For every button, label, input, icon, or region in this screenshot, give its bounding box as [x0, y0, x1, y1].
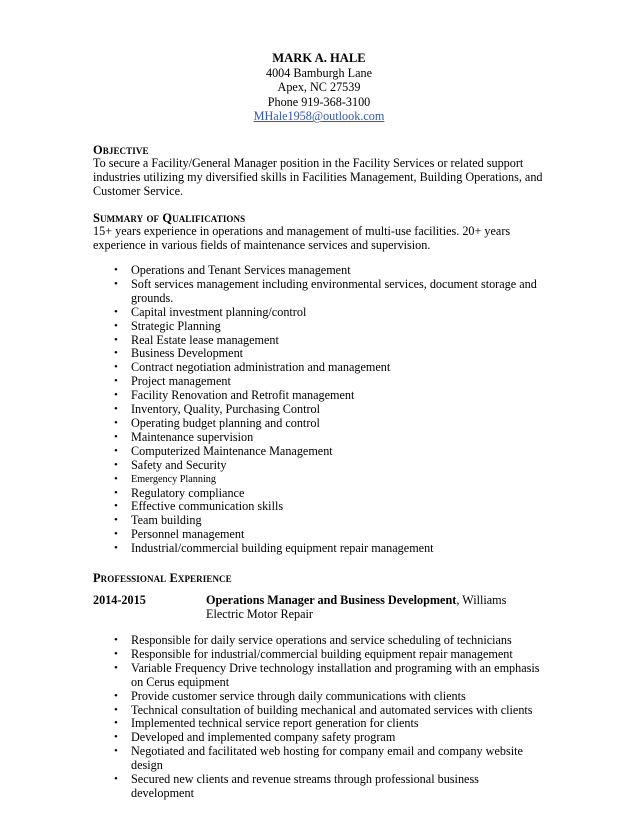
list-item: • Facility Renovation and Retrofit management: [93, 389, 543, 403]
job-company: , Williams Electric Motor Repair: [206, 593, 507, 621]
list-item: • Strategic Planning: [93, 320, 543, 334]
job-entry: [93, 594, 543, 622]
list-item: • Negotiated and facilitated web hosting for company email and company website design: [93, 745, 543, 773]
job-header: [93, 594, 543, 622]
list-item: • Implemented technical service report generation for clients: [93, 717, 543, 731]
job-duties-section: [93, 634, 543, 801]
list-item: • Responsible for daily service operations and service scheduling of technicians: [93, 634, 543, 648]
list-item: • Operating budget planning and control: [93, 417, 543, 431]
objective-text: To secure a Facility/General Manager position in the Facility Services or related support industries utilizing my diversified skills in Facilities Management, Building Operations, and Customer Service.: [93, 156, 543, 198]
list-item: • Responsible for industrial/commercial building equipment repair management: [93, 648, 543, 662]
qualifications-list-section: [93, 264, 543, 556]
phone-number: Phone 919-368-3100: [267, 94, 371, 109]
list-item: • Personnel management: [93, 528, 543, 542]
address-line-2: Apex, NC 27539: [277, 80, 361, 95]
summary-text: 15+ years experience in operations and management of multi-use facilities. 20+ years experience in various fields of maintenance services and supervision.: [93, 224, 511, 252]
address-line-1: 4004 Bamburgh Lane: [265, 65, 373, 80]
list-item: • Project management: [93, 375, 543, 389]
list-item: • Inventory, Quality, Purchasing Control: [93, 403, 543, 417]
list-item: • Safety and Security: [93, 459, 543, 473]
job-title-line: [206, 594, 543, 622]
list-item: • Maintenance supervision: [93, 431, 543, 445]
list-item: • Secured new clients and revenue streams through professional business development: [93, 773, 543, 801]
list-item: • Emergency Planning: [93, 473, 543, 487]
email-link[interactable]: MHale1958@outlook.com: [253, 109, 385, 124]
list-item: • Provide customer service through daily communications with clients: [93, 690, 543, 704]
job-title: Operations Manager and Business Development: [206, 593, 457, 607]
objective-section: [93, 143, 543, 199]
list-item: • Team building: [93, 514, 543, 528]
contact-header: [0, 51, 638, 124]
list-item: • Computerized Maintenance Management: [93, 445, 543, 459]
experience-section: [93, 571, 543, 585]
list-item: • Technical consultation of building mechanical and automated services with clients: [93, 704, 543, 718]
job-duties-list: [93, 634, 543, 801]
list-item: • Business Development: [93, 347, 543, 361]
objective-heading: Objective: [93, 143, 149, 157]
experience-heading: Professional Experience: [93, 571, 232, 585]
list-item: • Operations and Tenant Services management: [93, 264, 543, 278]
candidate-name: MARK A. HALE: [272, 51, 366, 65]
list-item: • Regulatory compliance: [93, 487, 543, 501]
list-item: • Effective communication skills: [93, 500, 543, 514]
list-item: • Developed and implemented company safety program: [93, 731, 543, 745]
list-item: • Variable Frequency Drive technology installation and programing with an emphasis on Cerus equipment: [93, 662, 543, 690]
list-item: • Soft services management including environmental services, document storage and grounds.: [93, 278, 543, 306]
job-dates: 2014-2015: [93, 593, 146, 607]
qualifications-list: [93, 264, 543, 556]
summary-heading: Summary of Qualifications: [93, 211, 246, 225]
list-item: • Real Estate lease management: [93, 334, 543, 348]
list-item: • Contract negotiation administration and management: [93, 361, 543, 375]
list-item: • Capital investment planning/control: [93, 306, 543, 320]
summary-section: [93, 211, 543, 253]
list-item: • Industrial/commercial building equipment repair management: [93, 542, 543, 556]
